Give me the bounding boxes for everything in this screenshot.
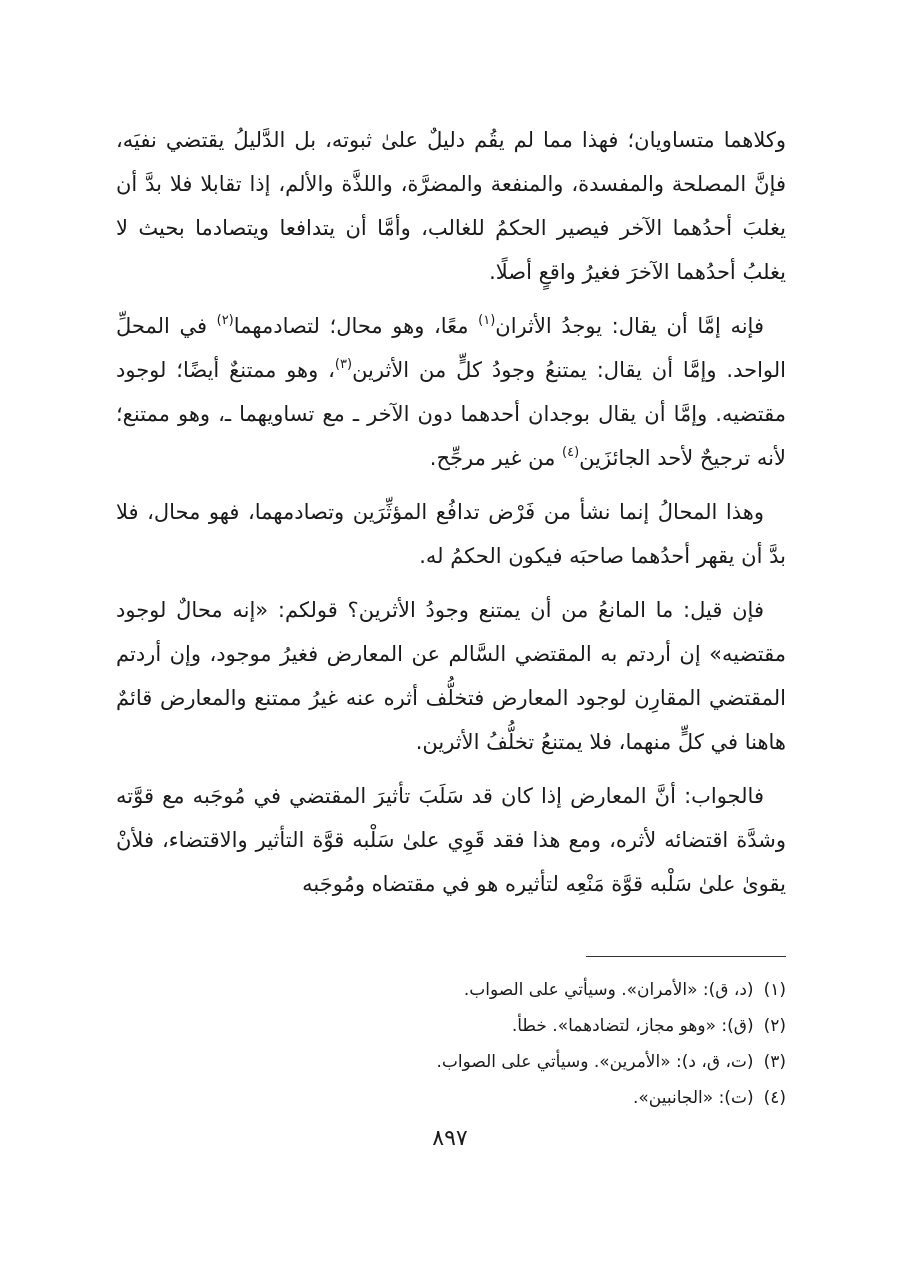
paragraph-4: [116, 588, 786, 764]
main-text: [116, 118, 786, 916]
footnote-number: (٣): [763, 1052, 786, 1072]
footnote-divider: [586, 956, 786, 957]
text-run: ، وهو ممتنعٌ أيضًا؛ لوجود مقتضيه. وإمَّا أن يقال بوجدان أحدهما دون الآخر ـ مع تساويهما ـ، وهو ممتنع؛ لأنه ترجيحٌ لأحد الجائزَين: [116, 358, 786, 470]
footnote-1: [116, 972, 786, 1008]
page-number: ٨٩٧: [432, 1126, 468, 1151]
paragraph-1: [116, 118, 786, 294]
footnote-number: (٢): [763, 1016, 786, 1036]
paragraph-3: [116, 490, 786, 578]
footnote-4: [116, 1080, 786, 1116]
text-run: في المحلِّ الواحد. وإمَّا أن يقال: يمتنعُ وجودُ كلٍّ من الأثرين: [116, 314, 786, 382]
footnote-number: (١): [763, 980, 786, 1000]
footnote-3: [116, 1044, 786, 1080]
text-run: وهذا المحالُ إنما نشأ من فَرْض تدافُع المؤثِّرَين وتصادمهما، فهو محال، فلا بدَّ أن يقهر أحدُهما صاحبَه فيكون الحكمُ له.: [116, 500, 786, 568]
footnote-ref-2: (٢): [216, 313, 234, 328]
text-run: فالجواب: أنَّ المعارض إذا كان قد سَلَبَ تأثيرَ المقتضي في مُوجَبه مع قوَّته وشدَّة اقتضائه لأثره، ومع هذا فقد قَوِي علىٰ سَلْبه قوَّة التأثير والاقتضاء، فلأنْ يقوىٰ علىٰ سَلْبه قوَّة مَنْعِه لتأثيره هو في مقتضاه ومُوجَبه: [116, 784, 786, 896]
footnote-ref-4: (٤): [562, 445, 580, 460]
text-run: معًا، وهو محال؛ لتصادمهما: [233, 314, 479, 338]
text-run: وكلاهما متساويان؛ فهذا مما لم يقُم دليلٌ علىٰ ثبوته، بل الدَّليلُ يقتضي نفيَه، فإنَّ المصلحة والمفسدة، والمنفعة والمضرَّة، واللذَّة والألم، إذا تقابلا فلا بدَّ أن يغلبَ أحدُهما الآخر فيصير الحكمُ للغالب، وأمَّا أن يتدافعا ويتصادما بحيث لا يغلبُ أحدُهما الآخرَ فغيرُ واقعٍ أصلًا.: [116, 128, 786, 284]
footnote-number: (٤): [763, 1088, 786, 1108]
paragraph-5: [116, 774, 786, 906]
footnote-ref-3: (٣): [334, 357, 353, 372]
text-run: فإنه إمَّا أن يقال: يوجدُ الأثران: [495, 314, 764, 338]
footnote-ref-1: (١): [478, 313, 496, 328]
footnote-text: (ق): «وهو مجاز، لتضادهما». خطأ.: [511, 1016, 754, 1036]
footnotes: [116, 972, 786, 1116]
footnote-2: [116, 1008, 786, 1044]
text-run: من غير مرجِّح.: [429, 446, 563, 470]
footnote-text: (د، ق): «الأمران». وسيأتي على الصواب.: [463, 980, 754, 1000]
text-run: فإن قيل: ما المانعُ من أن يمتنع وجودُ الأثرين؟ قولكم: «إنه محالٌ لوجود مقتضيه» إن أردتم به المقتضي السَّالم عن المعارض فغيرُ موجود، وإن أردتم المقتضي المقارِن لوجود المعارض فتخلُّف أثره عنه غيرُ ممتنع والمعارض قائمٌ هاهنا في كلٍّ منهما، فلا يمتنعُ تخلُّفُ الأثرين.: [116, 598, 786, 754]
paragraph-2: [116, 304, 786, 480]
footnote-text: (ت): «الجانبين».: [632, 1088, 754, 1108]
footnote-text: (ت، ق، د): «الأمرين». وسيأتي على الصواب.: [436, 1052, 754, 1072]
